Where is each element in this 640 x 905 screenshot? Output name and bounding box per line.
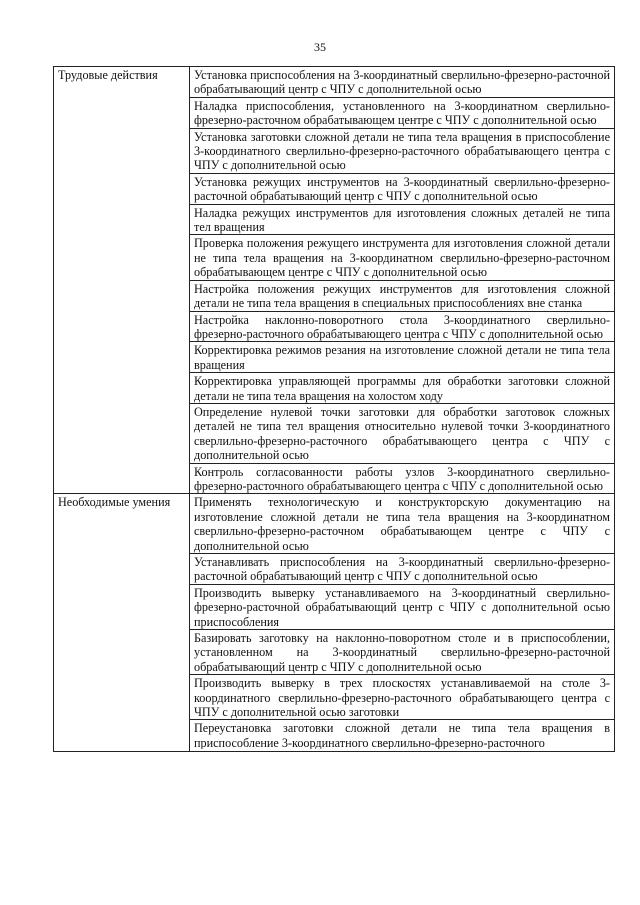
section-label-required-skills: Необходимые умения xyxy=(54,494,190,752)
table-cell: Корректировка управляющей программы для обработки заготовки сложной детали не типа тела вращения на холостом ходу xyxy=(190,373,615,404)
table-cell: Настройка наклонно-поворотного стола 3-координатного сверлильно-фрезерно-расточного обрабатывающего центра с ЧПУ с дополнительной осью xyxy=(190,311,615,342)
table-cell: Корректировка режимов резания на изготовление сложной детали не типа тела вращения xyxy=(190,342,615,373)
table-cell: Базировать заготовку на наклонно-поворотном столе и в приспособлении, установленном на 3-координатный сверлильно-фрезерно-расточной обрабатывающий центр с ЧПУ с дополнительной осью xyxy=(190,630,615,675)
table-cell: Проверка положения режущего инструмента для изготовления сложной детали не типа тела вращения на 3-координатном сверлильно-фрезерно-расточном обрабатывающем центре с ЧПУ с дополнительной осью xyxy=(190,235,615,280)
table-cell: Производить выверку устанавливаемого на 3-координатный сверлильно-фрезерно-расточной обрабатывающий центр с ЧПУ с дополнительной осью приспособления xyxy=(190,584,615,629)
table-cell: Настройка положения режущих инструментов для изготовления сложной детали не типа тела вращения в специальных приспособлениях вне станка xyxy=(190,280,615,311)
table-row xyxy=(54,67,615,98)
qualification-table xyxy=(53,66,615,752)
table-cell: Применять технологическую и конструкторскую документацию на изготовление сложной детали не типа тела вращения на 3-координатном сверлильно-фрезерно-расточном обрабатывающем центре с ЧПУ с дополнительной осью xyxy=(190,494,615,554)
table-cell: Установка приспособления на 3-координатный сверлильно-фрезерно-расточной обрабатывающий центр с ЧПУ с дополнительной осью xyxy=(190,67,615,98)
table-cell: Контроль согласованности работы узлов 3-координатного сверлильно-фрезерно-расточного обрабатывающего центра с ЧПУ с дополнительной осью xyxy=(190,463,615,494)
table-cell-continued xyxy=(190,720,615,752)
section-label-labor-actions: Трудовые действия xyxy=(54,67,190,494)
cell-text: Переустановка заготовки сложной детали не типа тела вращения в приспособление 3-координатного сверлильно-фрезерно-расточного xyxy=(194,721,610,750)
table-cell: Наладка режущих инструментов для изготовления сложных деталей не типа тел вращения xyxy=(190,204,615,235)
table-cell: Определение нулевой точки заготовки для обработки заготовок сложных деталей не типа тел вращения относительно нулевой точки 3-координатного сверлильно-фрезерно-расточного обрабатывающего центра с ЧПУ с дополнительной осью xyxy=(190,403,615,463)
table-cell: Наладка приспособления, установленного на 3-координатном сверлильно-фрезерно-расточном обрабатывающем центре с ЧПУ с дополнительной осью xyxy=(190,97,615,128)
table-cell: Устанавливать приспособления на 3-координатный сверлильно-фрезерно-расточной обрабатывающий центр с ЧПУ с дополнительной осью xyxy=(190,554,615,585)
table-cell: Производить выверку в трех плоскостях устанавливаемой на столе 3-координатного сверлильно-фрезерно-расточного обрабатывающего центра с ЧПУ с дополнительной осью заготовки xyxy=(190,675,615,720)
table-cell: Установка режущих инструментов на 3-координатный сверлильно-фрезерно-расточной обрабатывающий центр с ЧПУ с дополнительной осью xyxy=(190,173,615,204)
table-row xyxy=(54,494,615,554)
table-cell: Установка заготовки сложной детали не типа тела вращения в приспособление 3-координатного сверлильно-фрезерно-расточного обрабатывающего центра с ЧПУ с дополнительной осью xyxy=(190,128,615,173)
page-number: 35 xyxy=(314,40,326,54)
